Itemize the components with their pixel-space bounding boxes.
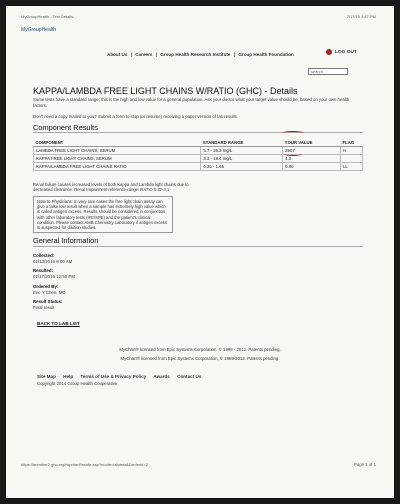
footer-links [37,374,207,379]
divider [33,132,363,133]
cell-range: 5.7 - 26.3 mg/L [201,147,283,155]
print-header-title: MyGroupHealth - Test Details [21,14,74,19]
results-table [33,136,363,171]
handwritten-mark [282,131,304,135]
physician-note: Note to Physicians: In very rare cases the free light chain assay can give a false low result when a sample has extremely high value which is called antigen excess. Results should be considered in conjunction with other laboratory tests (IFE/SPE) and the patient's clinical condition. Please contact AMB Chemistry Laboratory if antigen excess is suspected for dilution studies. [33,196,173,233]
nav-separator: | [130,52,132,57]
license-text: MyChart® licensed from Epic Systems Corporation, © 1999 - 2012. Patents pending. [119,347,281,352]
paper-copy-text: Don't need a copy mailed to you? Submit a form to stop (or resume) receiving a paper version of lab results. [33,114,239,119]
footer-help[interactable]: Help [63,374,74,379]
ordered-by-label: Ordered By: [33,284,59,289]
nav-foundation[interactable]: Group Health Foundation [238,52,294,57]
cell-value: 0.00 [283,163,341,171]
nav-research-institute[interactable]: Group Health Research Institute [160,52,231,57]
power-icon [326,49,332,55]
back-to-lab-list-link[interactable]: BACK TO LAB LIST [37,321,80,326]
page-title: KAPPA/LAMBDA FREE LIGHT CHAINS W/RATIO (GHC) - Details [33,86,298,96]
renal-note: Renal failure causes increased levels of both Kappa and Lambda light chains due to decreased clearance. Renal Impairment reference range: RATIO 0.37-3.1 [33,182,189,193]
ordered-by-value: Eric Y Chen, MD [33,290,66,295]
cell-flag [340,155,362,163]
table-row [34,147,363,155]
result-status-label: Result Status: [33,299,63,304]
license-text-2: MyChart® licensed from Epic Systems Corporation, © 1999-2012. Patents pending. [120,356,280,361]
general-info-heading: General Information [33,236,99,245]
col-flag: FLAG [340,136,362,147]
footer-awards[interactable]: Awards [153,374,170,379]
search-input[interactable]: search [308,68,348,75]
table-row [34,163,363,171]
print-footer-page: Page 1 of 1 [354,462,376,467]
footer-terms[interactable]: Terms of Use & Privacy Policy [80,374,147,379]
cell-flag: LL [340,163,362,171]
site-logo[interactable]: MyGroupHealth [21,27,57,33]
intro-text: Some tests have a standard range; this is the high and low value for a general population. Ask your doctor what your target value should be, based on your own health factors. [33,97,350,108]
top-nav [107,52,296,57]
divider [33,246,363,247]
nav-careers[interactable]: Careers [135,52,153,57]
table-row [34,155,363,163]
cell-range: 0.26 - 1.65 [201,163,283,171]
cell-value: 4.0 [283,155,341,163]
table-header-row [34,136,363,147]
cell-flag: H [340,147,362,155]
cell-value: 2907 [283,147,341,155]
cell-component: LAMBDA FREE LIGHT CHAINS, SERUM [34,147,201,155]
nav-separator: | [233,52,236,57]
printed-page [6,6,394,498]
col-your-value: YOUR VALUE [283,136,341,147]
col-component: COMPONENT [34,136,201,147]
cell-range: 3.3 - 19.4 mg/L [201,155,283,163]
collected-value: 02/13/2015 8:00 AM [33,259,73,264]
print-footer-url: https://member2.ghc.org/mychart/inside.asp?mode=labdetail&orderid=2 [21,462,148,467]
resulted-value: 02/17/2015 12:50 PM [33,274,75,279]
copyright: Copyright 2014 Group Health Cooperative [37,381,118,386]
footer-contact[interactable]: Contact Us [177,374,202,379]
handwritten-underline [284,152,302,156]
result-status-value: Final result [33,305,55,310]
resulted-label: Resulted: [33,268,54,273]
component-results-heading: Component Results [33,123,98,132]
cell-component: KAPPA/LAMBDA FREE LIGHT CHAINS RATIO [34,163,201,171]
footer-site-map[interactable]: Site Map [37,374,56,379]
collected-label: Collected: [33,253,55,258]
nav-separator: | [155,52,157,57]
cell-component: KAPPA FREE LIGHT CHAINS, SERUM [34,155,201,163]
logout-button[interactable] [326,49,357,55]
logout-label: LOG OUT [335,49,357,55]
nav-about-us[interactable]: About Us [107,52,128,57]
col-standard-range: STANDARD RANGE [201,136,283,147]
print-header-date: 2/17/15 3:47 PM [346,14,376,19]
